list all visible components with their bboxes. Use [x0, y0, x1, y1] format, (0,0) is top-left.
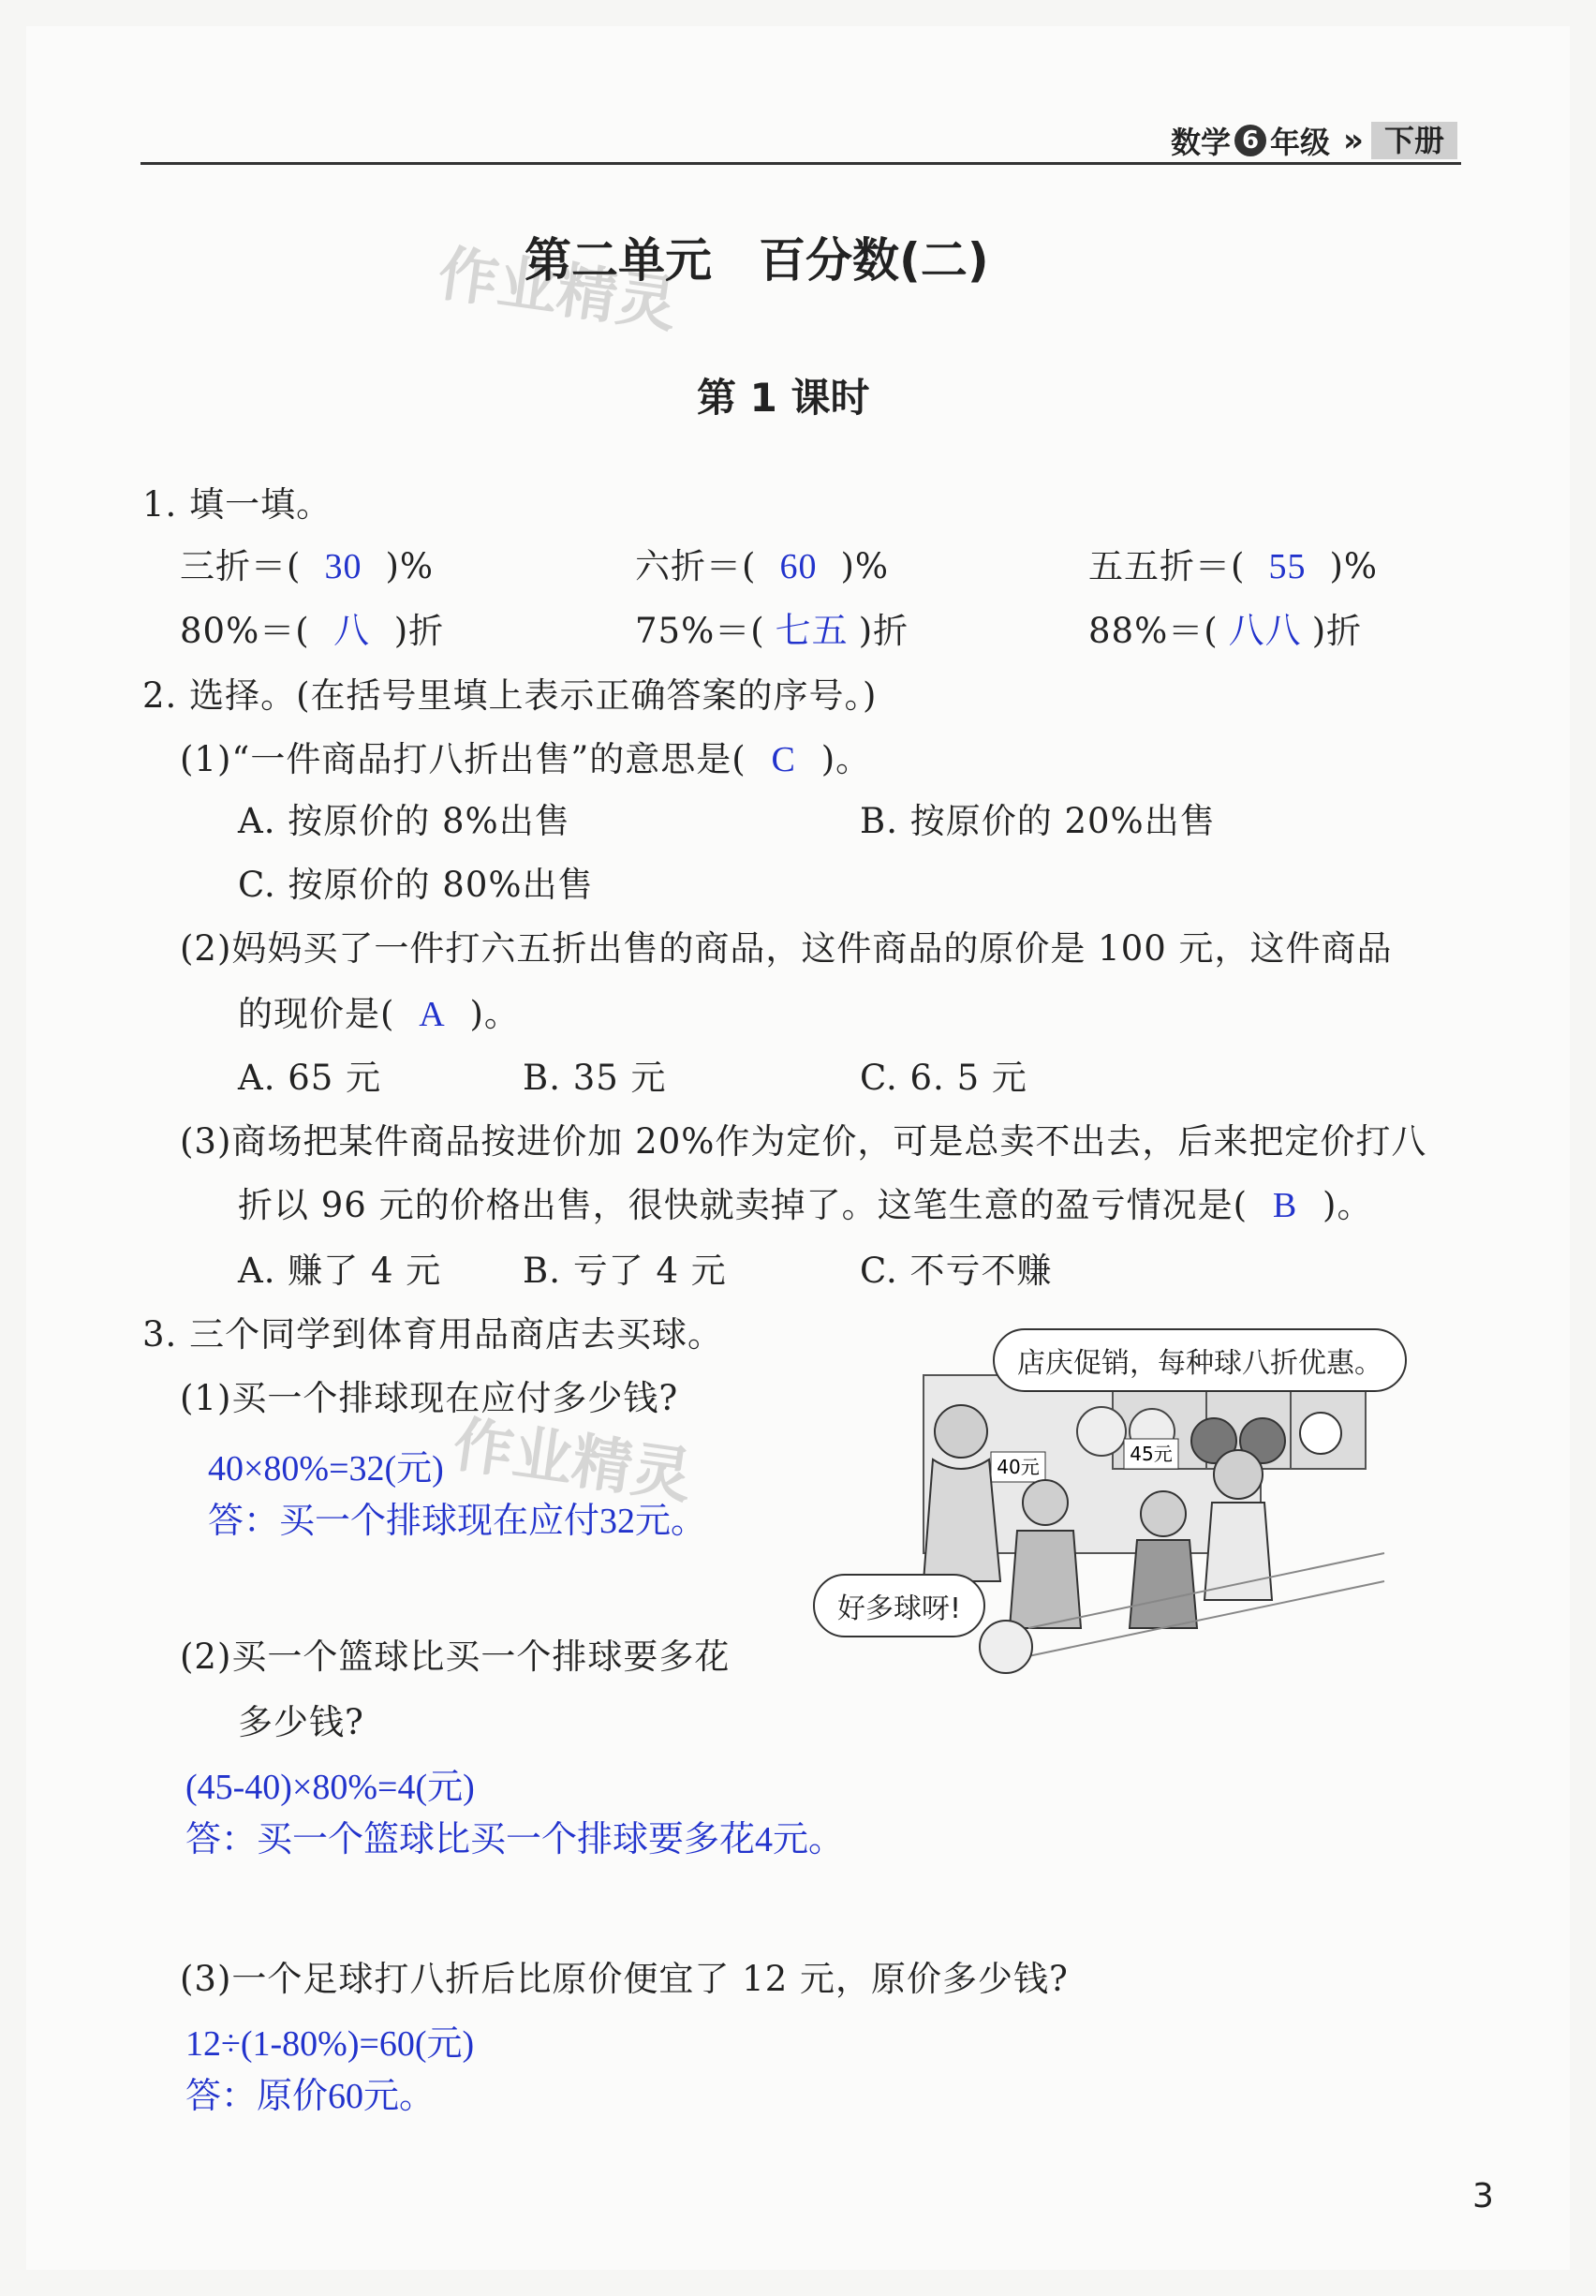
speech-bubble: 好多球呀!	[813, 1574, 985, 1637]
q2-p1-stem: (1)“一件商品打八折出售”的意思是( C )。	[180, 739, 872, 779]
speech-bubble: 店庆促销，每种球八折优惠。	[993, 1328, 1407, 1392]
answer-text: 30	[324, 547, 362, 586]
option-a: A. 按原价的 8%出售	[238, 801, 570, 841]
q2-p3-stem: 折以 96 元的价格出售，很快就卖掉了。这笔生意的盈亏情况是( B )。	[238, 1185, 1373, 1225]
q2-p2-stem: 的现价是( A )。	[238, 994, 520, 1034]
q2-p2-stem: (2)妈妈买了一件打六五折出售的商品，这件商品的原价是 100 元，这件商品	[180, 928, 1393, 969]
option-b: B. 按原价的 20%出售	[860, 801, 1216, 841]
unit-title: 第二单元 百分数(二)	[525, 233, 989, 288]
q3-title: 3. 三个同学到体育用品商店去买球。	[142, 1314, 724, 1355]
watermark: 作业精灵	[449, 1410, 697, 1513]
q3-p1-work: 40×80%=32(元)	[208, 1449, 444, 1489]
q1-item: 88%＝( 八八 )折	[1088, 601, 1362, 653]
grade-number-badge: 6	[1234, 125, 1266, 156]
q1-item: 80%＝( 八 )折	[180, 601, 444, 653]
answer-text: 八	[333, 612, 371, 651]
page-header	[1171, 120, 1457, 161]
q1-item: 三折＝( 30 )%	[180, 546, 435, 586]
grade-label: 年级	[1270, 125, 1331, 160]
price-tag-45: 45元	[1130, 1443, 1173, 1465]
option-b: B. 35 元	[523, 1058, 667, 1098]
q3-p2-answer: 答：买一个篮球比买一个排球要多花4元。	[185, 1820, 845, 1859]
q3-p2-work: (45-40)×80%=4(元)	[185, 1768, 475, 1807]
option-c: C. 按原价的 80%出售	[238, 865, 594, 905]
answer-text: 八八	[1228, 612, 1302, 651]
subject-label: 数学	[1170, 125, 1231, 160]
answer-text: 60	[779, 547, 818, 586]
lesson-title: 第 1 课时	[697, 375, 870, 421]
q2-p3-stem: (3)商场把某件商品按进价加 20%作为定价，可是总卖不出去，后来把定价打八	[180, 1121, 1427, 1162]
chevron-right-icon: »	[1343, 122, 1364, 159]
price-tag-40: 40元	[997, 1456, 1040, 1478]
option-c: C. 6. 5 元	[860, 1058, 1027, 1098]
header-rule	[140, 162, 1461, 165]
q2-title: 2. 选择。(在括号里填上表示正确答案的序号。)	[142, 675, 878, 716]
q3-p3-work: 12÷(1-80%)=60(元)	[185, 2024, 475, 2064]
option-b: B. 亏了 4 元	[523, 1251, 727, 1291]
page-number: 3	[1472, 2177, 1494, 2215]
answer-text: 七五	[775, 612, 849, 651]
watermark: 作业精灵	[434, 239, 682, 342]
q3-p1-answer: 答：买一个排球现在应付32元。	[208, 1502, 707, 1541]
option-a: A. 65 元	[238, 1058, 382, 1098]
q3-p3-stem: (3)一个足球打八折后比原价便宜了 12 元，原价多少钱?	[180, 1959, 1069, 1999]
answer-text: C	[771, 740, 796, 779]
q1-item: 六折＝( 60 )%	[635, 546, 890, 586]
q3-p2-stem: (2)买一个篮球比买一个排球要多花	[180, 1637, 731, 1677]
q3-p1-stem: (1)买一个排球现在应付多少钱?	[180, 1378, 679, 1418]
q1-item: 五五折＝( 55 )%	[1088, 546, 1379, 586]
answer-text: A	[419, 995, 446, 1034]
option-a: A. 赚了 4 元	[238, 1251, 442, 1291]
answer-text: B	[1272, 1186, 1298, 1225]
volume-label: 下册	[1371, 122, 1457, 159]
answer-text: 55	[1268, 547, 1307, 586]
q1-title: 1. 填一填。	[142, 484, 332, 525]
q1-item: 75%＝( 七五 )折	[635, 601, 909, 653]
q3-p2-stem: 多少钱?	[238, 1702, 364, 1742]
option-c: C. 不亏不赚	[860, 1251, 1053, 1291]
q3-p3-answer: 答：原价60元。	[185, 2077, 436, 2116]
